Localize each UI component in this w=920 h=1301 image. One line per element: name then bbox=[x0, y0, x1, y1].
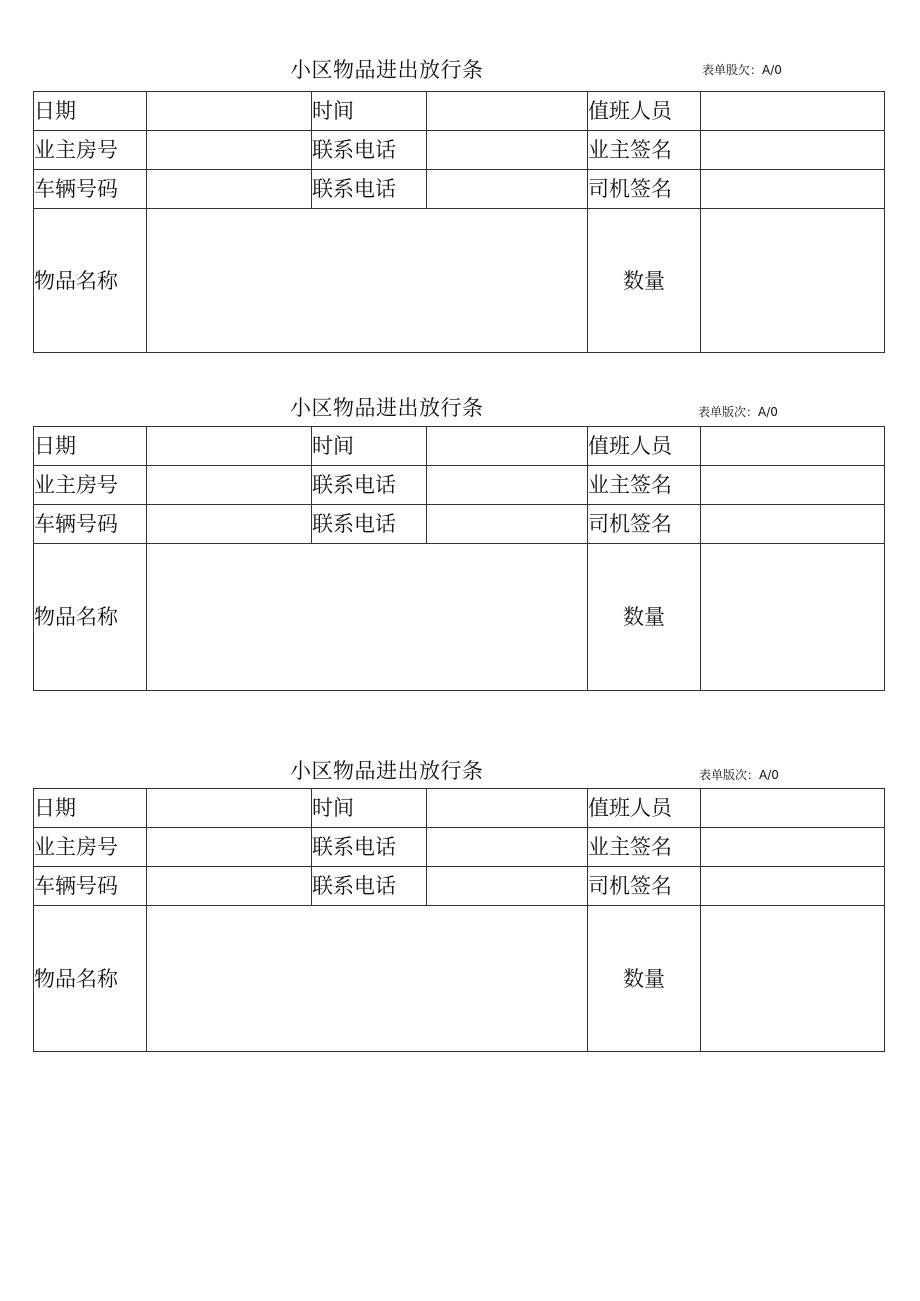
contact-phone-field[interactable] bbox=[427, 131, 588, 170]
owner-sign-field[interactable] bbox=[701, 466, 885, 505]
release-slip-table bbox=[33, 91, 885, 353]
date-field[interactable] bbox=[147, 92, 312, 131]
item-name-field[interactable] bbox=[147, 906, 588, 1052]
contact-phone-2-field[interactable] bbox=[427, 505, 588, 544]
vehicle-no-label: 车辆号码 bbox=[34, 867, 147, 906]
time-label: 时间 bbox=[312, 789, 427, 828]
quantity-field[interactable] bbox=[701, 544, 885, 691]
duty-staff-label: 值班人员 bbox=[588, 789, 701, 828]
item-name-field[interactable] bbox=[147, 209, 588, 353]
vehicle-no-field[interactable] bbox=[147, 505, 312, 544]
contact-phone-label: 联系电话 bbox=[312, 131, 427, 170]
vehicle-no-field[interactable] bbox=[147, 867, 312, 906]
duty-staff-field[interactable] bbox=[701, 789, 885, 828]
quantity-label: 数量 bbox=[588, 209, 701, 353]
owner-room-label: 业主房号 bbox=[34, 466, 147, 505]
contact-phone-2-field[interactable] bbox=[427, 867, 588, 906]
time-label: 时间 bbox=[312, 427, 427, 466]
vehicle-no-label: 车辆号码 bbox=[34, 505, 147, 544]
driver-sign-field[interactable] bbox=[701, 170, 885, 209]
driver-sign-label: 司机签名 bbox=[588, 170, 701, 209]
contact-phone-2-label: 联系电话 bbox=[312, 170, 427, 209]
contact-phone-field[interactable] bbox=[427, 466, 588, 505]
owner-sign-field[interactable] bbox=[701, 131, 885, 170]
date-label: 日期 bbox=[34, 789, 147, 828]
owner-sign-label: 业主签名 bbox=[588, 828, 701, 867]
form-version: 表单版次：A/0 bbox=[699, 768, 779, 782]
owner-room-field[interactable] bbox=[147, 466, 312, 505]
contact-phone-2-field[interactable] bbox=[427, 170, 588, 209]
owner-room-field[interactable] bbox=[147, 828, 312, 867]
duty-staff-field[interactable] bbox=[701, 427, 885, 466]
contact-phone-2-label: 联系电话 bbox=[312, 867, 427, 906]
item-name-field[interactable] bbox=[147, 544, 588, 691]
driver-sign-label: 司机签名 bbox=[588, 505, 701, 544]
quantity-field[interactable] bbox=[701, 209, 885, 353]
contact-phone-field[interactable] bbox=[427, 828, 588, 867]
driver-sign-label: 司机签名 bbox=[588, 867, 701, 906]
item-name-label: 物品名称 bbox=[34, 906, 147, 1052]
form-title: 小区物品进出放行条 bbox=[290, 58, 484, 82]
time-field[interactable] bbox=[427, 789, 588, 828]
quantity-label: 数量 bbox=[588, 906, 701, 1052]
quantity-label: 数量 bbox=[588, 544, 701, 691]
date-field[interactable] bbox=[147, 789, 312, 828]
form-title: 小区物品进出放行条 bbox=[290, 396, 484, 420]
release-slip-table bbox=[33, 788, 885, 1052]
date-label: 日期 bbox=[34, 92, 147, 131]
item-name-label: 物品名称 bbox=[34, 544, 147, 691]
form-title: 小区物品进出放行条 bbox=[290, 759, 484, 783]
owner-sign-label: 业主签名 bbox=[588, 466, 701, 505]
date-field[interactable] bbox=[147, 427, 312, 466]
driver-sign-field[interactable] bbox=[701, 867, 885, 906]
form-version: 表单股欠：A/0 bbox=[702, 63, 782, 77]
duty-staff-label: 值班人员 bbox=[588, 92, 701, 131]
owner-room-label: 业主房号 bbox=[34, 131, 147, 170]
date-label: 日期 bbox=[34, 427, 147, 466]
release-slip-table bbox=[33, 426, 885, 691]
vehicle-no-label: 车辆号码 bbox=[34, 170, 147, 209]
duty-staff-label: 值班人员 bbox=[588, 427, 701, 466]
time-field[interactable] bbox=[427, 427, 588, 466]
owner-room-label: 业主房号 bbox=[34, 828, 147, 867]
time-field[interactable] bbox=[427, 92, 588, 131]
owner-room-field[interactable] bbox=[147, 131, 312, 170]
contact-phone-label: 联系电话 bbox=[312, 828, 427, 867]
form-version: 表单版次：A/0 bbox=[698, 405, 778, 419]
driver-sign-field[interactable] bbox=[701, 505, 885, 544]
owner-sign-label: 业主签名 bbox=[588, 131, 701, 170]
time-label: 时间 bbox=[312, 92, 427, 131]
vehicle-no-field[interactable] bbox=[147, 170, 312, 209]
contact-phone-label: 联系电话 bbox=[312, 466, 427, 505]
item-name-label: 物品名称 bbox=[34, 209, 147, 353]
owner-sign-field[interactable] bbox=[701, 828, 885, 867]
duty-staff-field[interactable] bbox=[701, 92, 885, 131]
quantity-field[interactable] bbox=[701, 906, 885, 1052]
contact-phone-2-label: 联系电话 bbox=[312, 505, 427, 544]
